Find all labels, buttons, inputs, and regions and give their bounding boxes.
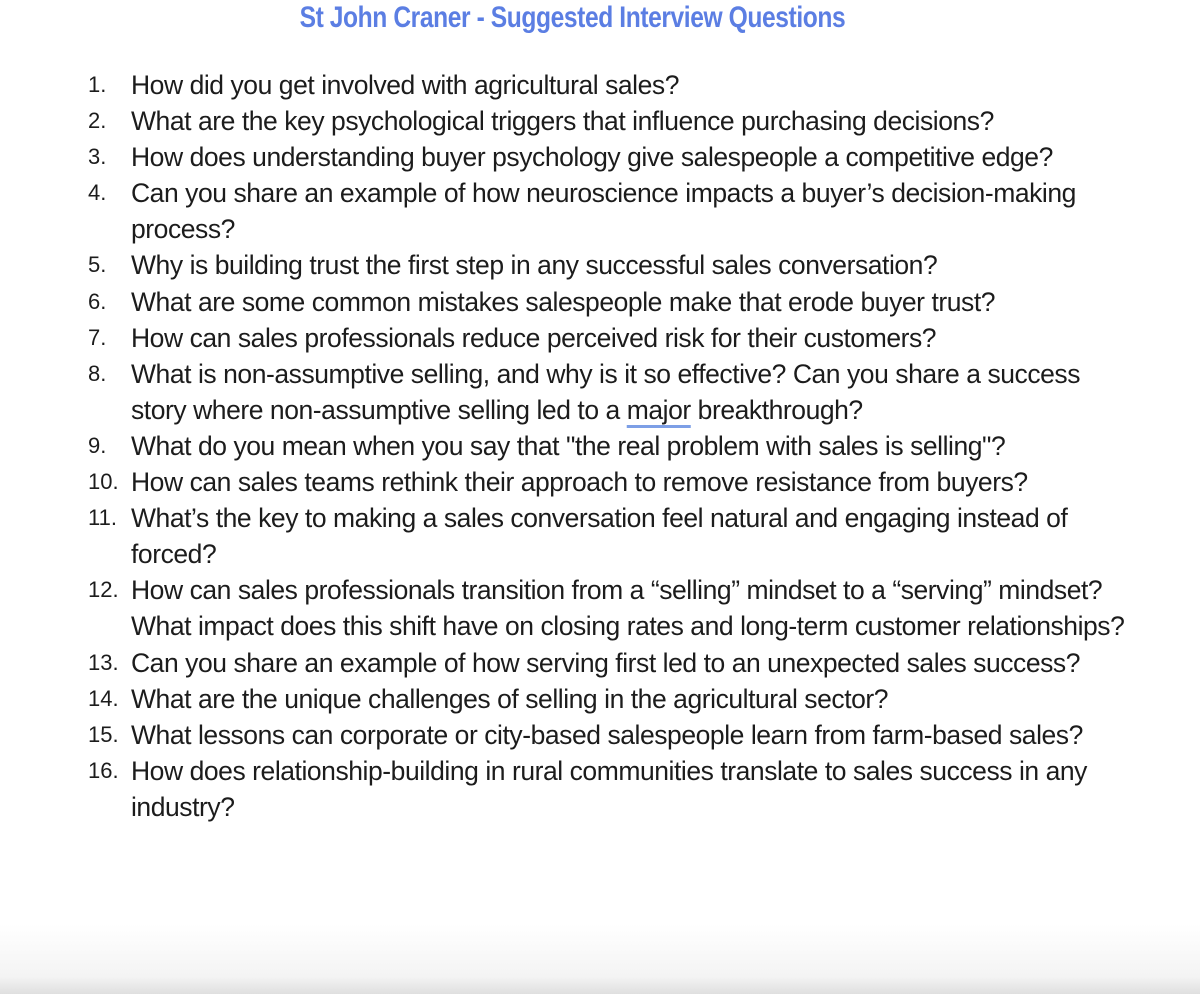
question-number: 10. [88,469,119,495]
question-number: 13. [88,649,119,675]
question-item-12 [88,572,1128,644]
question-item-6 [88,284,1128,320]
question-text[interactable]: Can you share an example of how neuroscience impacts a buyer’s decision-making process? [131,178,1076,245]
question-text[interactable]: How can sales professionals transition from a “selling” mindset to a “serving” mindset? What impact does this shift have on closing rates and long-term customer relationships? [131,575,1125,642]
question-text[interactable]: Why is building trust the first step in any successful sales conversation? [131,250,938,281]
question-text-part: What is non-assumptive selling, and why is it so effective? Can you share a success story where non-assumptive selling led to a [131,358,1081,425]
question-item-16 [88,753,1128,825]
question-item-14 [88,681,1128,717]
question-number: 9. [88,432,107,458]
question-number: 1. [88,72,107,97]
question-list [88,67,1128,825]
question-text[interactable]: Can you share an example of how serving first led to an unexpected sales success? [131,647,1081,678]
question-text[interactable] [131,356,1128,428]
question-text[interactable]: How did you get involved with agricultural sales? [131,70,679,100]
question-text[interactable]: How can sales professionals reduce perceived risk for their customers? [131,322,937,353]
question-item-5 [88,247,1128,283]
question-item-15 [88,717,1128,753]
question-number: 8. [88,360,107,386]
question-number: 16. [88,757,119,783]
spellcheck-marked-word[interactable]: major [626,394,691,425]
question-number: 4. [88,180,107,206]
question-item-13 [88,645,1128,681]
question-text[interactable]: What are the unique challenges of selling in the agricultural sector? [131,683,889,714]
question-item-3 [88,139,1128,175]
question-item-10 [88,464,1128,500]
question-text[interactable]: How does understanding buyer psychology give salespeople a competitive edge? [131,142,1053,173]
question-item-4 [88,175,1128,247]
question-number: 14. [88,685,119,711]
question-text[interactable]: How can sales teams rethink their approach to remove resistance from buyers? [131,467,1028,498]
question-text[interactable]: What are some common mistakes salespeople make that erode buyer trust? [131,286,996,317]
question-text-part: breakthrough? [690,394,863,425]
question-number: 6. [88,288,107,314]
question-text[interactable]: What lessons can corporate or city-based salespeople learn from farm-based sales? [131,719,1083,750]
question-item-2 [88,103,1128,139]
question-text[interactable]: How does relationship-building in rural communities translate to sales success in any industry? [131,755,1087,822]
question-item-9 [88,428,1128,464]
question-item-1 [88,67,1128,103]
question-text[interactable]: What do you mean when you say that "the real problem with sales is selling"? [131,430,1006,461]
question-number: 5. [88,252,107,278]
question-number: 7. [88,324,107,350]
document-title: St John Craner - Suggested Interview Questions [299,1,846,34]
question-item-7 [88,320,1128,356]
question-item-11 [88,500,1128,572]
question-text[interactable]: What’s the key to making a sales conversation feel natural and engaging instead of forced? [131,503,1068,570]
question-number: 11. [88,505,117,531]
page-bottom-fade [0,924,1200,994]
question-number: 2. [88,108,107,134]
question-text[interactable]: What are the key psychological triggers that influence purchasing decisions? [131,106,994,137]
question-number: 15. [88,721,119,747]
question-number: 12. [88,577,119,603]
question-number: 3. [88,144,107,170]
question-item-8 [88,356,1128,428]
